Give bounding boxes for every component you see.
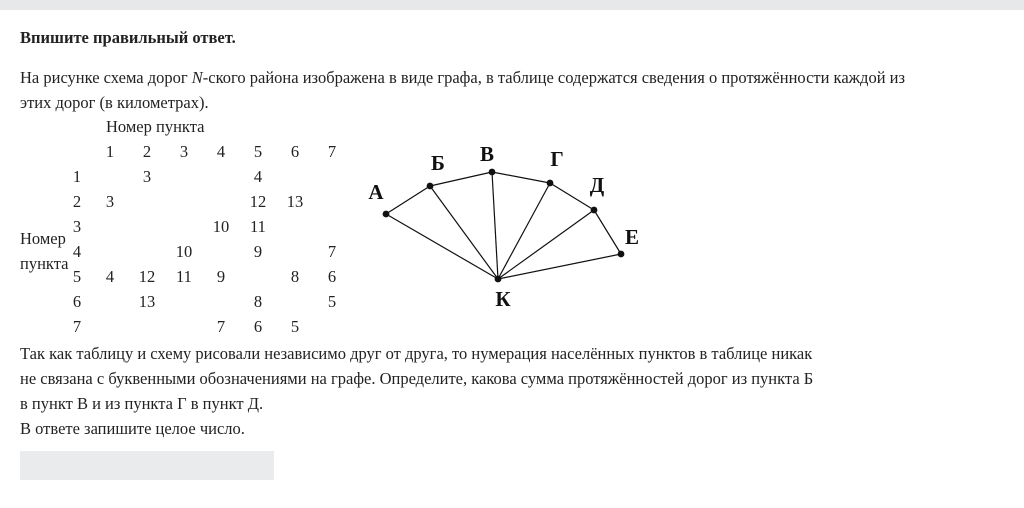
table-cell: 7 <box>216 317 226 336</box>
table-cell: 10 <box>175 242 193 261</box>
intro-text-after: -ского района изображена в виде графа, в таблице содержатся сведения о протяжённости каждой из <box>202 68 905 87</box>
table-cell: 13 <box>138 292 156 311</box>
table-row-number: 3 <box>72 217 82 236</box>
table-column-number: 4 <box>216 142 226 161</box>
table-cell: 10 <box>212 217 230 236</box>
table-row-number: 2 <box>72 192 82 211</box>
table-column-number: 1 <box>105 142 115 161</box>
table-row-number: 4 <box>72 242 82 261</box>
graph-edge-a-b <box>386 186 430 214</box>
table-cell: 5 <box>327 292 337 311</box>
question-line-3: в пункт В и из пункта Г в пункт Д. <box>20 394 264 413</box>
table-cell: 9 <box>216 267 226 286</box>
graph-edge-g-k <box>498 183 550 279</box>
graph-vertex-label-a: А <box>368 180 384 204</box>
answer-input[interactable] <box>20 451 274 480</box>
question-line-4: В ответе запишите целое число. <box>20 419 245 438</box>
graph-vertex-k <box>495 276 502 283</box>
road-graph <box>360 140 660 315</box>
graph-vertex-label-v: В <box>479 142 495 166</box>
table-column-number: 2 <box>142 142 152 161</box>
intro-text-before: На рисунке схема дорог <box>20 68 192 87</box>
graph-vertex-d <box>591 207 598 214</box>
graph-edge-v-g <box>492 172 550 183</box>
intro-line-2: этих дорог (в километрах). <box>20 93 209 112</box>
table-cell: 3 <box>142 167 152 186</box>
table-row-number: 6 <box>72 292 82 311</box>
table-row-number: 5 <box>72 267 82 286</box>
table-column-number: 3 <box>179 142 189 161</box>
question-line-2: не связана с буквенными обозначениями на графе. Определите, какова сумма протяжённостей дорог из пункта Б <box>20 369 814 388</box>
graph-vertex-label-d: Д <box>589 173 605 197</box>
table-row-header-line-1: Номер <box>20 229 66 248</box>
graph-vertex-label-e: Е <box>624 225 640 249</box>
graph-vertex-label-k: К <box>495 287 511 311</box>
table-column-number: 7 <box>327 142 337 161</box>
graph-edge-e-k <box>498 254 621 279</box>
intro-line-1 <box>20 66 905 90</box>
graph-edge-b-k <box>430 186 498 279</box>
table-cell: 7 <box>327 242 337 261</box>
table-cell: 11 <box>176 267 192 286</box>
table-cell: 3 <box>105 192 115 211</box>
table-cell: 5 <box>290 317 300 336</box>
graph-vertex-e <box>618 251 625 258</box>
graph-edge-g-d <box>550 183 594 210</box>
graph-vertex-g <box>547 180 554 187</box>
graph-vertex-v <box>489 169 496 176</box>
table-cell: 9 <box>253 242 263 261</box>
table-column-header: Номер пункта <box>106 117 205 136</box>
graph-vertex-a <box>383 211 390 218</box>
intro-text-italic: N <box>191 68 203 87</box>
table-column-number: 6 <box>290 142 300 161</box>
table-cell: 11 <box>250 217 266 236</box>
table-cell: 12 <box>138 267 156 286</box>
graph-edge-d-e <box>594 210 621 254</box>
graph-edge-v-k <box>492 172 498 279</box>
graph-vertex-label-g: Г <box>550 147 564 171</box>
table-cell: 4 <box>253 167 263 186</box>
graph-vertex-label-b: Б <box>431 151 445 175</box>
table-row-number: 7 <box>72 317 82 336</box>
graph-edge-a-k <box>386 214 498 279</box>
table-column-number: 5 <box>253 142 263 161</box>
table-cell: 13 <box>286 192 304 211</box>
table-cell: 8 <box>290 267 300 286</box>
table-row-number: 1 <box>72 167 82 186</box>
graph-vertex-b <box>427 183 434 190</box>
table-cell: 4 <box>105 267 115 286</box>
table-cell: 12 <box>249 192 267 211</box>
table-cell: 6 <box>253 317 263 336</box>
table-cell: 8 <box>253 292 263 311</box>
table-cell: 6 <box>327 267 337 286</box>
task-heading: Впишите правильный ответ. <box>20 28 236 47</box>
table-row-header-line-2: пункта <box>20 254 69 273</box>
question-line-1: Так как таблицу и схему рисовали независимо друг от друга, то нумерация населённых пунктов в таблице никак <box>20 344 813 363</box>
top-bar <box>0 0 1024 10</box>
